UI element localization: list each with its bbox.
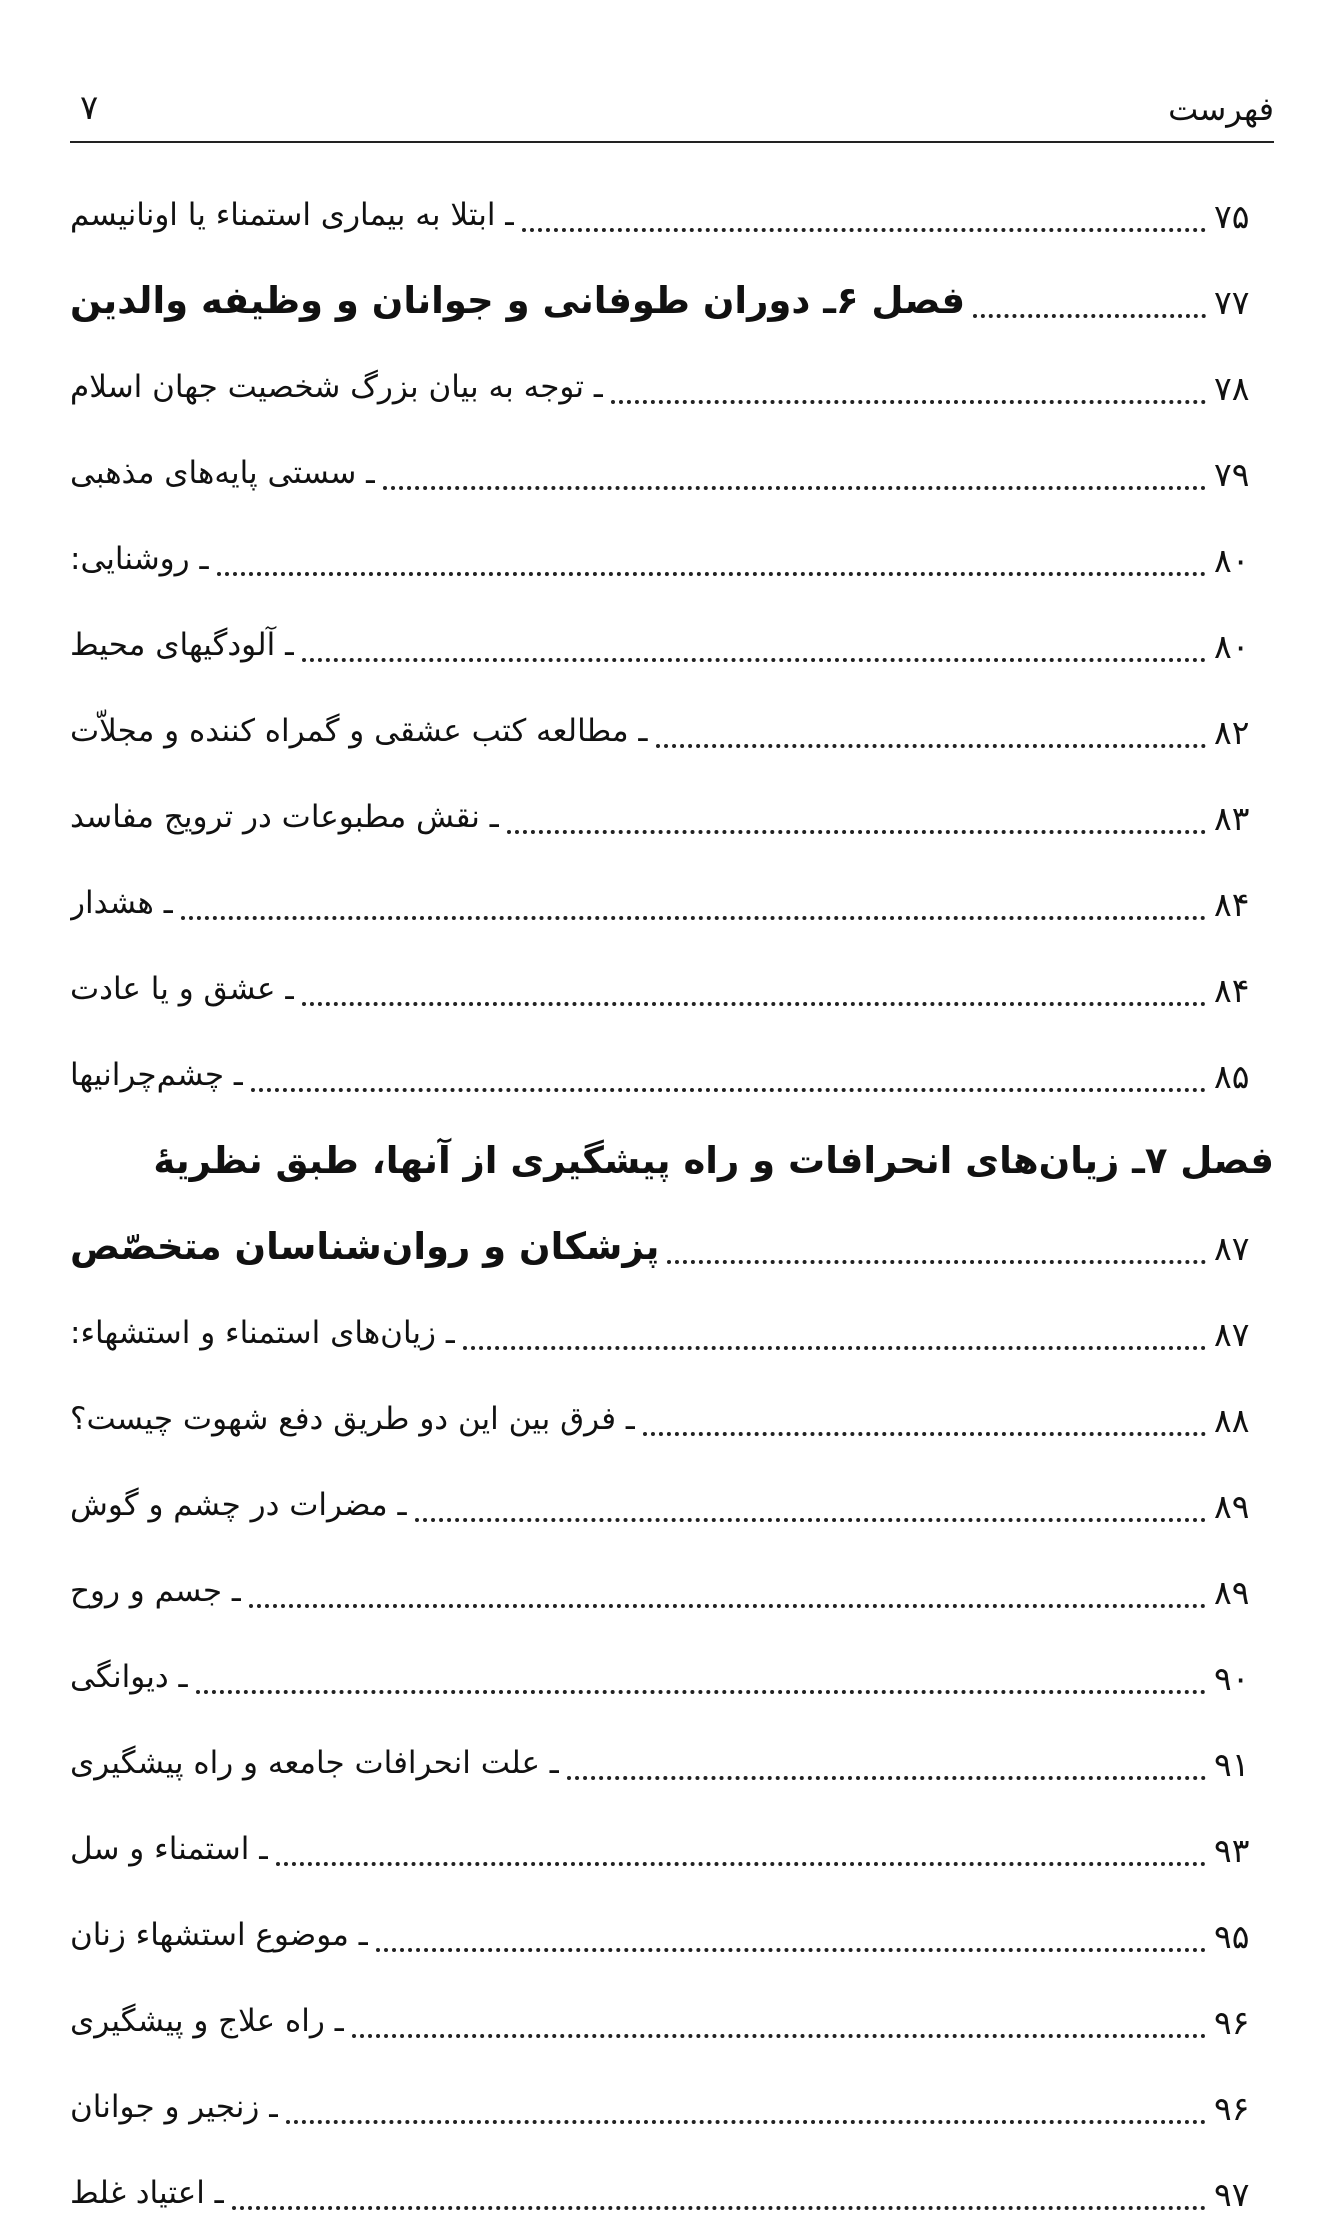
toc-entry	[70, 678, 1274, 764]
toc-entry	[70, 1882, 1274, 1968]
dot-leader	[656, 744, 1207, 748]
toc-entry-title: ـ نقش مطبوعات در ترویج مفاسد	[70, 799, 499, 835]
toc-entry-page: ۸۷	[1214, 1315, 1250, 1354]
dot-leader	[415, 1518, 1206, 1522]
toc-entry-page: ۹۶	[1214, 2089, 1250, 2128]
dot-leader	[181, 916, 1206, 920]
toc-chapter-title: فصل ۷ـ زیان‌های انحرافات و راه پیشگیری از آنها، طبق نظریهٔ	[153, 1139, 1274, 1182]
toc-entry-page: ۹۷	[1214, 2175, 1250, 2214]
toc-entry-title: ـ هشدار	[70, 885, 173, 921]
toc-entry-page: ۸۵	[1214, 1057, 1250, 1096]
toc-entry-page: ۸۴	[1214, 971, 1250, 1010]
toc-entry-page: ۹۳	[1214, 1831, 1250, 1870]
dot-leader	[383, 486, 1206, 490]
toc-entry	[70, 2140, 1274, 2226]
toc-entry-page: ۷۵	[1214, 197, 1250, 236]
toc-entry	[70, 2054, 1274, 2140]
toc-entry-page: ۷۹	[1214, 455, 1250, 494]
dot-leader	[567, 1776, 1206, 1780]
toc-entry-page: ۷۷	[1214, 283, 1250, 322]
toc-entry-title: ـ مضرات در چشم و گوش	[70, 1487, 407, 1523]
dot-leader	[286, 2120, 1206, 2124]
toc-entry-page: ۸۳	[1214, 799, 1250, 838]
toc-entry-page: ۹۵	[1214, 1917, 1250, 1956]
dot-leader	[643, 1432, 1206, 1436]
toc-entry-title: ـ مطالعه کتب عشقی و گمراه کننده و مجلاّت	[70, 713, 648, 749]
toc-entry-title: ـ ابتلا به بیماری استمناء یا اونانیسم	[70, 197, 515, 233]
toc-chapter-entry-line1	[70, 1108, 1274, 1194]
page-header	[70, 80, 1274, 140]
toc-entry-title: ـ اعتیاد غلط	[70, 2175, 224, 2211]
toc-entry-title: ـ چشم‌چرانیها	[70, 1057, 243, 1093]
toc-entry-page: ۹۱	[1214, 1745, 1250, 1784]
toc-entry-title: ـ روشنایی:	[70, 541, 209, 577]
dot-leader	[276, 1862, 1206, 1866]
toc-entry	[70, 334, 1274, 420]
toc-entry-title: ـ علت انحرافات جامعه و راه پیشگیری	[70, 1745, 559, 1781]
dot-leader	[463, 1346, 1206, 1350]
dot-leader	[507, 830, 1206, 834]
running-title: فهرست	[1168, 90, 1274, 128]
toc-entry	[70, 506, 1274, 592]
toc-entry	[70, 1624, 1274, 1710]
toc-entry-title: ـ استمناء و سل	[70, 1831, 269, 1867]
toc-entry	[70, 1538, 1274, 1624]
toc-entry	[70, 420, 1274, 506]
toc-chapter-entry	[70, 248, 1274, 334]
toc-entry-page: ۸۴	[1214, 885, 1250, 924]
toc-chapter-entry	[70, 1194, 1274, 1280]
dot-leader	[522, 228, 1206, 232]
toc-entry-title: ـ دیوانگی	[70, 1659, 188, 1695]
dot-leader	[352, 2034, 1206, 2038]
toc-entry-page: ۸۰	[1214, 541, 1250, 580]
page-number: ۷	[80, 88, 99, 128]
toc-entry-title: ـ زنجیر و جوانان	[70, 2089, 279, 2125]
toc-entry-title: ـ راه علاج و پیشگیری	[70, 2003, 344, 2039]
toc-entry	[70, 592, 1274, 678]
dot-leader	[232, 2206, 1206, 2210]
toc-entry	[70, 162, 1274, 248]
toc-entry-page: ۹۶	[1214, 2003, 1250, 2042]
toc-entry-page: ۸۲	[1214, 713, 1250, 752]
toc-entry-page: ۸۰	[1214, 627, 1250, 666]
toc-entry-page: ۸۸	[1214, 1401, 1250, 1440]
dot-leader	[611, 400, 1206, 404]
toc-entry-title: ـ فرق بین این دو طریق دفع شهوت چیست؟	[70, 1401, 635, 1437]
toc-entry-title: ـ عشق و یا عادت	[70, 971, 295, 1007]
toc-entry-title: ـ زیان‌های استمناء و استشهاء:	[70, 1315, 455, 1351]
dot-leader	[302, 1002, 1206, 1006]
toc-entry	[70, 1366, 1274, 1452]
toc-entry-page: ۹۰	[1214, 1659, 1250, 1698]
dot-leader	[217, 572, 1206, 576]
toc-entry-title: ـ سستی پایه‌های مذهبی	[70, 455, 376, 491]
toc-chapter-title: پزشکان و روان‌شناسان متخصّص	[70, 1225, 660, 1268]
toc-entry-title: ـ توجه به بیان بزرگ شخصیت جهان اسلام	[70, 369, 603, 405]
toc-entry-page: ۸۹	[1214, 1573, 1250, 1612]
toc-entry-title: ـ جسم و روح	[70, 1573, 242, 1609]
toc-entry	[70, 850, 1274, 936]
toc-entry	[70, 1796, 1274, 1882]
dot-leader	[667, 1260, 1206, 1264]
toc-entry-title: ـ موضوع استشهاء زنان	[70, 1917, 368, 1953]
toc-entry	[70, 1022, 1274, 1108]
toc-entry-page: ۸۷	[1214, 1229, 1250, 1268]
toc-entry	[70, 1968, 1274, 2054]
dot-leader	[376, 1948, 1206, 1952]
toc-entry	[70, 1452, 1274, 1538]
dot-leader	[251, 1088, 1206, 1092]
toc-entry	[70, 1710, 1274, 1796]
dot-leader	[249, 1604, 1206, 1608]
header-rule	[70, 141, 1274, 143]
toc-entry	[70, 1280, 1274, 1366]
toc-chapter-title: فصل ۶ـ دوران طوفانی و جوانان و وظیفه والدین	[70, 279, 966, 322]
dot-leader	[196, 1690, 1206, 1694]
toc-entry-page: ۷۸	[1214, 369, 1250, 408]
toc-entry-title: ـ آلودگیهای محیط	[70, 627, 295, 663]
dot-leader	[973, 314, 1206, 318]
dot-leader	[302, 658, 1206, 662]
toc-entry-page: ۸۹	[1214, 1487, 1250, 1526]
table-of-contents	[70, 162, 1274, 2226]
toc-entry	[70, 764, 1274, 850]
toc-entry	[70, 936, 1274, 1022]
